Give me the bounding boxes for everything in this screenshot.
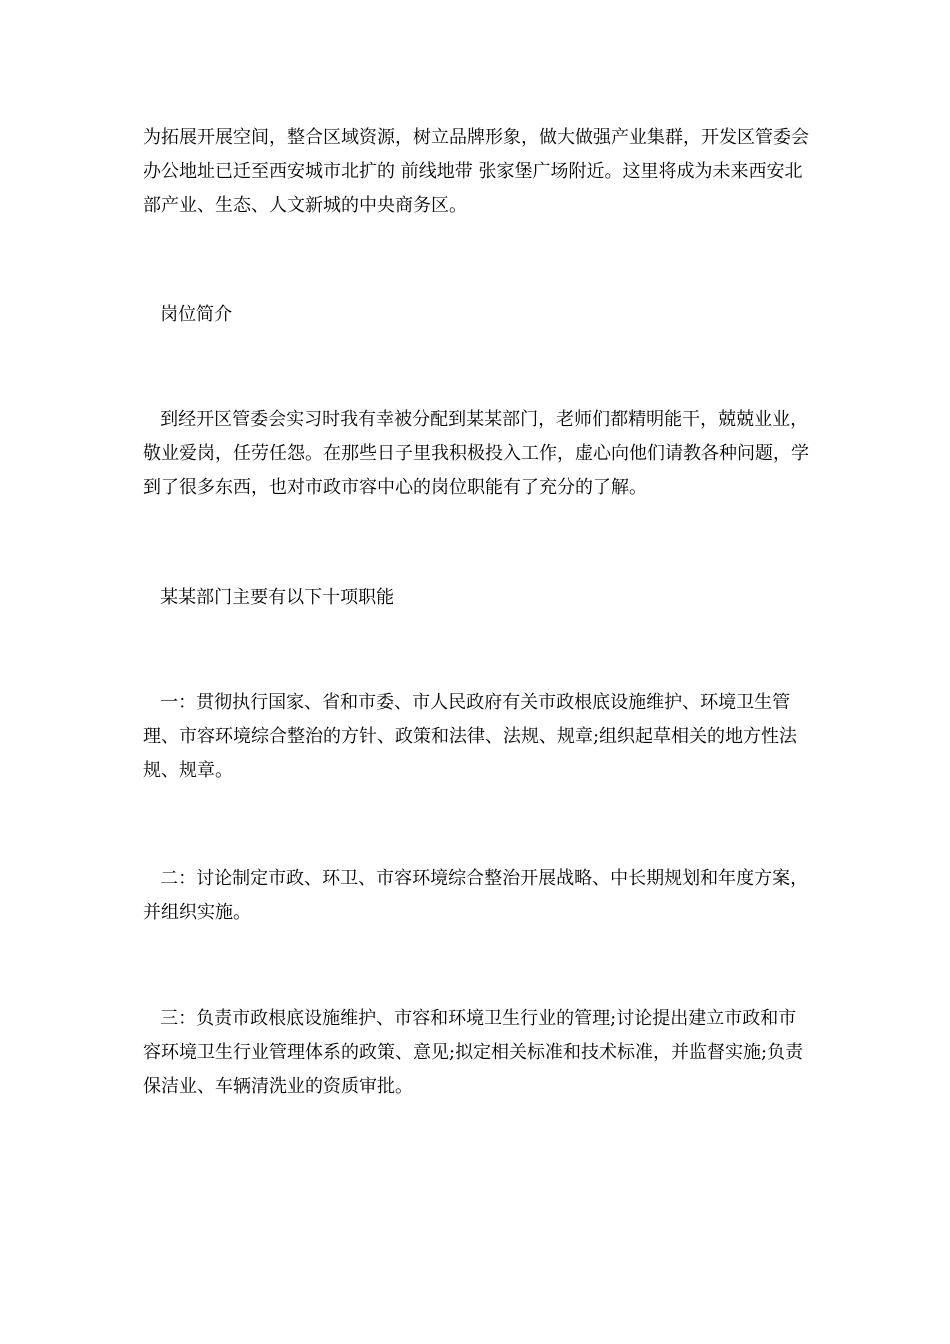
paragraph-intro: 为拓展开展空间，整合区域资源，树立品牌形象，做大做强产业集群，开发区管委会办公地址已迁至西安城市北扩的 前线地带 张家堡广场附近。这里将成为未来西安北部产业、生态、人文新城的中央商务区。 xyxy=(143,127,809,216)
section-heading-job-intro: 岗位简介 xyxy=(143,304,233,325)
paragraph-internship: 到经开区管委会实习时我有幸被分配到某某部门，老师们都精明能干，兢兢业业，敬业爱岗，任劳任怨。在那些日子里我积极投入工作，虚心向他们请教各种问题，学到了很多东西，也对市政市容中心的岗位职能有了充分的了解。 xyxy=(143,409,809,498)
section-heading-functions: 某某部门主要有以下十项职能 xyxy=(143,587,395,608)
paragraph-function-3: 三：负责市政根底设施维护、市容和环境卫生行业的管理;讨论提出建立市政和市容环境卫生行业管理体系的政策、意见;拟定相关标准和技术标准，并监督实施;负责保洁业、车辆清洗业的资质审批。 xyxy=(143,1008,804,1097)
paragraph-function-1: 一：贯彻执行国家、省和市委、市人民政府有关市政根底设施维护、环境卫生管理、市容环境综合整治的方针、政策和法律、法规、规章;组织起草相关的地方性法规、规章。 xyxy=(143,692,798,781)
paragraph-function-2: 二：讨论制定市政、环卫、市容环境综合整治开展战略、中长期规划和年度方案，并组织实施。 xyxy=(143,868,809,923)
